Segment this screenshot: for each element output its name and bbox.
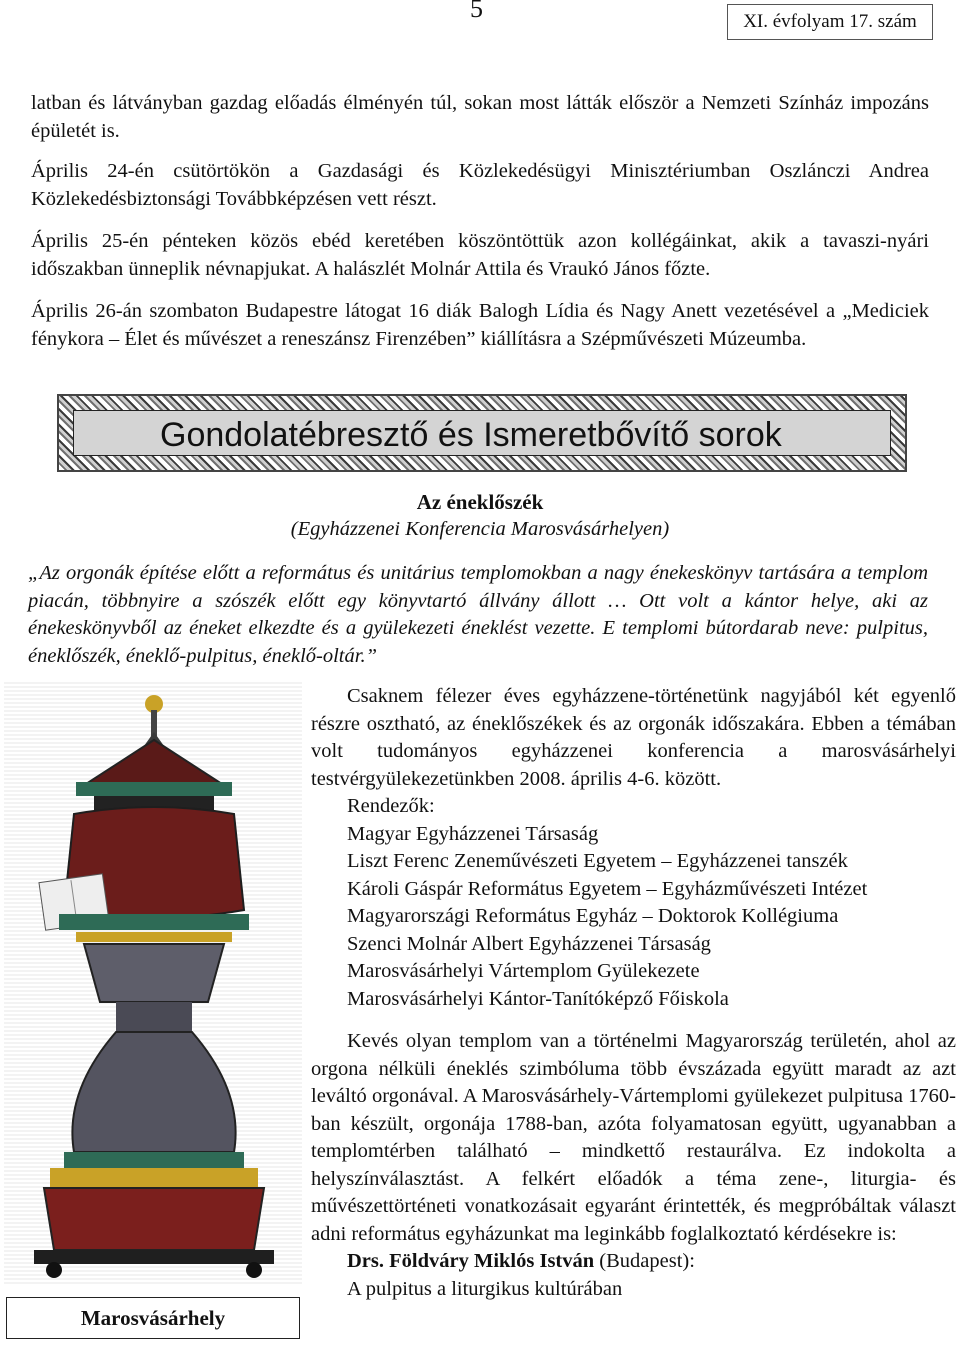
- speaker-name: Drs. Földváry Miklós István: [347, 1250, 595, 1272]
- organizer-item: Szenci Molnár Albert Egyházzenei Társaság: [347, 932, 711, 955]
- article-intro: Csaknem félezer éves egyházzene-történetünk nagyjából két egyenlő részre osztható, az éneklőszékek és az orgonák időszakára. Ebben a témában volt tudományos egyházzenei konferencia a marosvásárhelyi testvérgyülekezetünkben 2008. április 4-6. között.: [311, 685, 956, 790]
- article-body-text: Kevés olyan templom van a történelmi Magyarország területén, ahol az orgona nélküli éneklés szimbóluma több évszázada együtt maradt az azt leváltó orgonával. A Marosvásárhely-Vártemplomi gyülekezet pulpitusa 1760-ban készült, orgonája 1788-ban, azóta folyamatosan együtt, ugyanabban a templomtérben található – mindkettő restaurálva. Ez indokolta a helyszínválasztást. A felkért előadók a téma zene-, liturgia- és művészettörténeti vonatkozásait egyaránt érintették, és megpróbáltak választ adni református egyházunkat ma leginkább foglalkoztató kérdésekre is:: [311, 1030, 956, 1245]
- organizer-item: Magyar Egyházzenei Társaság: [347, 822, 599, 845]
- pulpit-illustration: [4, 682, 302, 1286]
- paragraph-april-24: Április 24-én csütörtökön a Gazdasági és Közlekedésügyi Minisztériumban Oszlánczi Andrea Közlekedésbiztonsági Továbbképzésen vett részt.: [31, 160, 929, 210]
- page-number: 5: [470, 0, 483, 23]
- organizer-item: Magyarországi Református Egyház – Doktorok Kollégiuma: [347, 905, 839, 927]
- article-body: [311, 1028, 956, 1303]
- paragraph-theatre: latban és látványban gazdag előadás élményén túl, sokan most látták először a Nemzeti Színház impozáns épületét is.: [31, 92, 929, 142]
- organizers-label: Rendezők:: [347, 795, 435, 817]
- section-banner-title: Gondolatébresztő és Ismeretbővítő sorok: [73, 410, 891, 456]
- organizer-item: Károli Gáspár Református Egyetem – Egyházművészeti Intézet: [347, 877, 868, 900]
- organizer-item: Marosvásárhelyi Kántor-Tanítóképző Főiskola: [347, 987, 729, 1010]
- article-title: Az éneklőszék: [416, 490, 544, 514]
- article-intro-column: [311, 683, 956, 1013]
- speaker-place: (Budapest):: [599, 1250, 695, 1272]
- pulpit-photo: [4, 682, 302, 1286]
- talk-title: A pulpitus a liturgikus kultúrában: [347, 1277, 623, 1300]
- organizer-item: Marosvásárhelyi Vártemplom Gyülekezete: [347, 960, 700, 982]
- article-quote: „Az orgonák építése előtt a református és unitárius templomokban a nagy énekeskönyv tartására a templom piacán, többnyire a szószék előtt egy könyvtartó állvány állott … Ott volt a kántor helye, aki az énekeskönyvből az éneket elkezdte és a gyülekezeti éneklést vezette. E templomi bútordarab neve: pulpitus, éneklőszék, éneklő-pulpitus, éneklő-oltár.”: [28, 562, 928, 667]
- section-banner: [57, 394, 907, 472]
- issue-label: XI. évfolyam 17. szám: [727, 4, 933, 40]
- organizer-item: Liszt Ferenc Zeneművészeti Egyetem – Egyházzenei tanszék: [347, 850, 848, 872]
- photo-caption: Marosvásárhely: [6, 1297, 300, 1339]
- paragraph-april-25: Április 25-én pénteken közös ebéd keretében köszöntöttük azon kollégáinkat, akik a tavaszi-nyári időszakban ünneplik névnapjukat. A halászlét Molnár Attila és Vraukó János főzte.: [31, 230, 929, 280]
- article-subtitle: (Egyházzenei Konferencia Marosvásárhelyen): [290, 518, 670, 540]
- speaker-line: [311, 1248, 956, 1276]
- paragraph-april-26: Április 26-án szombaton Budapestre látogat 16 diák Balogh Lídia és Nagy Anett vezetésével a „Mediciek fénykora – Élet és művészet a reneszánsz Firenzében” kiállításra a Szépművészeti Múzeumba.: [31, 300, 929, 350]
